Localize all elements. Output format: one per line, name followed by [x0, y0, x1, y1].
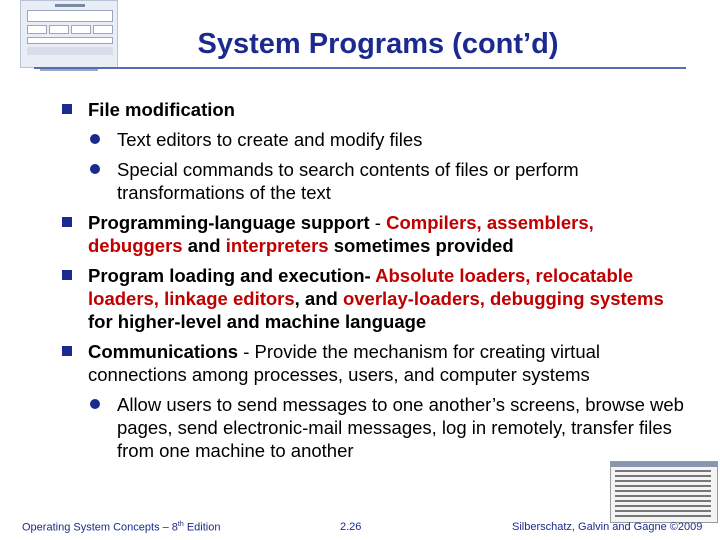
highlight-interpreters: interpreters: [225, 235, 329, 256]
sub-bullet-text: Special commands to search contents of files or perform transformations of the text: [117, 159, 579, 203]
bullet-label: Programming-language support: [88, 212, 370, 233]
bullet-text: sometimes provided: [328, 235, 514, 256]
footer-book-superscript: th: [177, 521, 184, 528]
sub-bullet-text-editors: [117, 128, 692, 151]
terminal-screenshot-thumbnail-icon: [610, 461, 718, 523]
bullet-text: and: [182, 235, 226, 256]
footer-copyright: Silberschatz, Galvin and Gagne ©2009: [512, 521, 703, 533]
title-rule: [34, 67, 686, 69]
bullet-file-modification: [62, 98, 692, 121]
square-bullet-icon: [62, 270, 72, 280]
bullet-label: Communications: [88, 341, 239, 362]
bullet-communications: [62, 340, 692, 386]
slide-title: System Programs (cont’d): [197, 28, 559, 60]
square-bullet-icon: [62, 346, 72, 356]
bullet-label: Program loading and execution-: [88, 265, 376, 286]
slide-content: [62, 98, 692, 469]
sub-bullet-text: Allow users to send messages to one another’s screens, browse web pages, send electronic-mail messages, log in remotely, transfer files from one machine to another: [117, 394, 684, 461]
bullet-text: - Provide the mechanism for creating virtual connections among processes, users, and computer systems: [88, 341, 601, 385]
sub-bullet-text: Text editors to create and modify files: [117, 129, 423, 150]
bullet-text: for higher-level and machine language: [88, 311, 427, 332]
square-bullet-icon: [62, 104, 72, 114]
highlight-overlay-loaders: overlay-loaders, debugging systems: [342, 288, 664, 309]
bullet-label: File modification: [88, 99, 235, 120]
sub-bullet-special-commands: [117, 158, 692, 204]
round-bullet-icon: [90, 164, 100, 174]
footer-book-text: Operating System Concepts – 8: [22, 521, 178, 534]
round-bullet-icon: [90, 399, 100, 409]
bullet-program-loading: [62, 264, 692, 333]
bullet-text: , and: [294, 288, 343, 309]
square-bullet-icon: [62, 217, 72, 227]
footer-book-edition: Edition: [183, 521, 221, 534]
bullet-separator: -: [369, 212, 387, 233]
highlight-compilers: Compilers, assemblers, debuggers: [88, 212, 594, 256]
footer-page-number: 2.26: [340, 521, 362, 533]
footer-book-title: [22, 521, 220, 534]
diagram-thumbnail-icon: [20, 0, 118, 68]
sub-bullet-allow-users: [117, 393, 692, 462]
round-bullet-icon: [90, 134, 100, 144]
bullet-programming-language-support: [62, 211, 692, 257]
highlight-loaders: Absolute loaders, relocatable loaders, linkage editors: [88, 265, 634, 309]
